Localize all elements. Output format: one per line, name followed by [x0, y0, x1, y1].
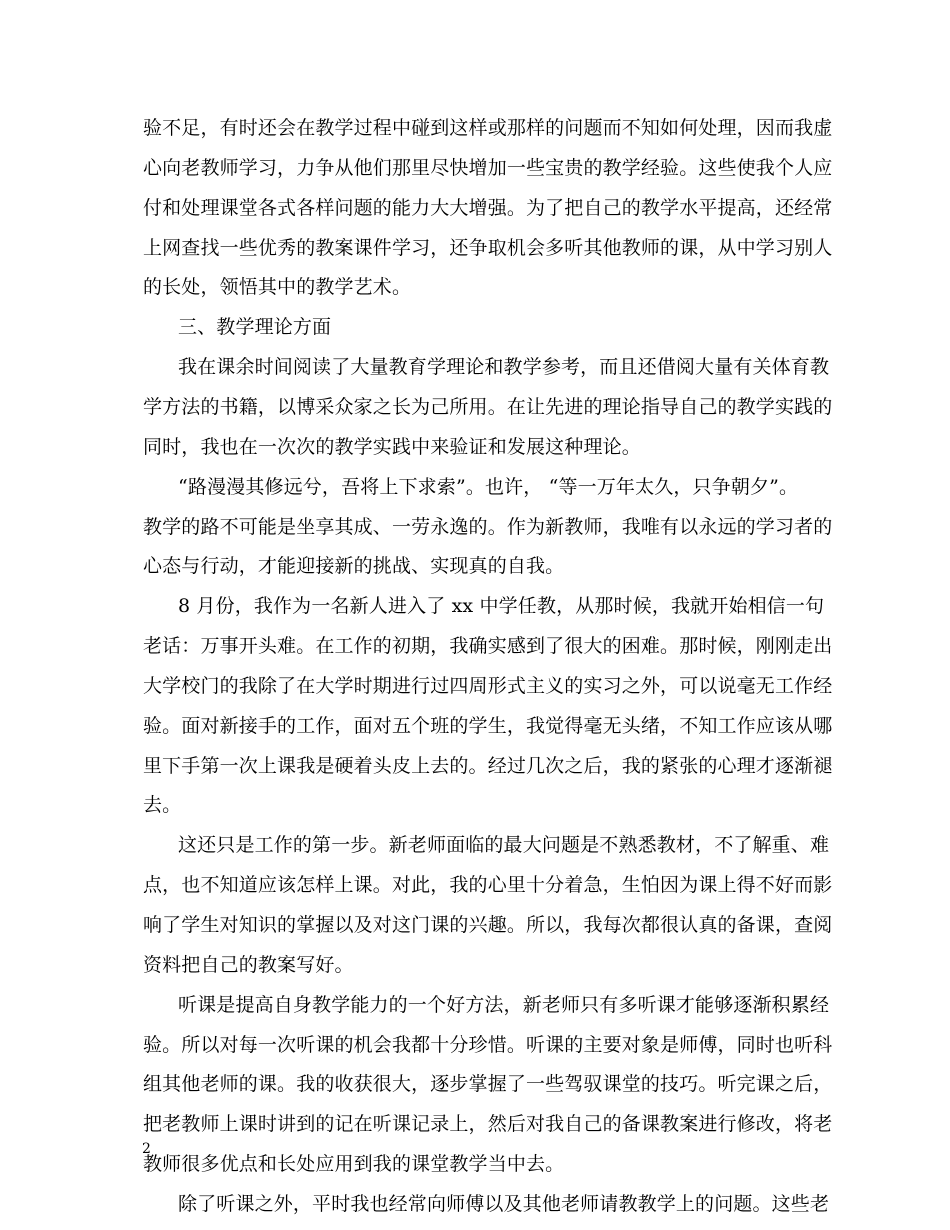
text-line: 点，也不知道应该怎样上课。对此，我的心里十分着急，生怕因为课上得不好而影 — [143, 874, 833, 897]
text-line: 学方法的书籍，以博采众家之长为己所用。在让先进的理论指导自己的教学实践的 — [143, 395, 833, 418]
text-line: 付和处理课堂各式各样问题的能力大大增强。为了把自己的教学水平提高，还经常 — [143, 196, 833, 219]
text-line: 验。所以对每一次听课的机会我都十分珍惜。听课的主要对象是师傅，同时也听科 — [143, 1033, 833, 1056]
text-line: 教师很多优点和长处应用到我的课堂教学当中去。 — [143, 1153, 565, 1176]
text-line: 心态与行动，才能迎接新的挑战、实现真的自我。 — [143, 555, 565, 578]
text-line: 心向老教师学习，力争从他们那里尽快增加一些宝贵的教学经验。这些使我个人应 — [143, 156, 833, 179]
text-line: 8 月份，我作为一名新人进入了 xx 中学任教，从那时候，我就开始相信一句 — [178, 595, 825, 618]
section-heading: 三、教学理论方面 — [178, 316, 332, 339]
text-line: 老话：万事开头难。在工作的初期，我确实感到了很大的困难。那时候，刚刚走出 — [143, 635, 833, 658]
text-line: 同时，我也在一次次的教学实践中来验证和发展这种理论。 — [143, 435, 641, 458]
text-line: 响了学生对知识的掌握以及对这门课的兴趣。所以，我每次都很认真的备课，查阅 — [143, 914, 833, 936]
text-line: 上网查找一些优秀的教案课件学习，还争取机会多听其他教师的课，从中学习别人 — [143, 236, 833, 259]
text-line: 这还只是工作的第一步。新老师面临的最大问题是不熟悉教材，不了解重、难 — [178, 834, 830, 857]
text-line: 里下手第一次上课我是硬着头皮上去的。经过几次之后，我的紧张的心理才逐渐褪 — [143, 754, 833, 777]
text-line: 把老教师上课时讲到的记在听课记录上，然后对我自己的备课教案进行修改，将老 — [143, 1113, 833, 1136]
text-line: 验。面对新接手的工作，面对五个班的学生，我觉得毫无头绪，不知工作应该从哪 — [143, 714, 833, 737]
text-line: 的长处，领悟其中的教学艺术。 — [143, 276, 412, 299]
text-line: 验不足，有时还会在教学过程中碰到这样或那样的问题而不知如何处理，因而我虚 — [143, 117, 833, 139]
text-line: 教学的路不可能是坐享其成、一劳永逸的。作为新教师，我唯有以永远的学习者的 — [143, 515, 833, 538]
text-line: 听课是提高自身教学能力的一个好方法，新老师只有多听课才能够逐渐积累经 — [178, 993, 830, 1016]
text-line: 去。 — [143, 794, 182, 817]
text-line: 大学校门的我除了在大学时期进行过四周形式主义的实习之外，可以说毫无工作经 — [143, 674, 833, 697]
text-line: “路漫漫其修远兮，吾将上下求索”。也许， “等一万年太久，只争朝夕”。 — [178, 475, 799, 498]
page-number: 2 — [142, 1141, 151, 1157]
text-line: 我在课余时间阅读了大量教育学理论和教学参考，而且还借阅大量有关体育教 — [178, 356, 830, 379]
text-line: 除了听课之外，平时我也经常向师傅以及其他老师请教教学上的问题。这些老 — [178, 1192, 830, 1215]
text-line: 资料把自己的教案写好。 — [143, 953, 354, 976]
text-line: 组其他老师的课。我的收获很大，逐步掌握了一些驾驭课堂的技巧。听完课之后， — [143, 1073, 833, 1096]
